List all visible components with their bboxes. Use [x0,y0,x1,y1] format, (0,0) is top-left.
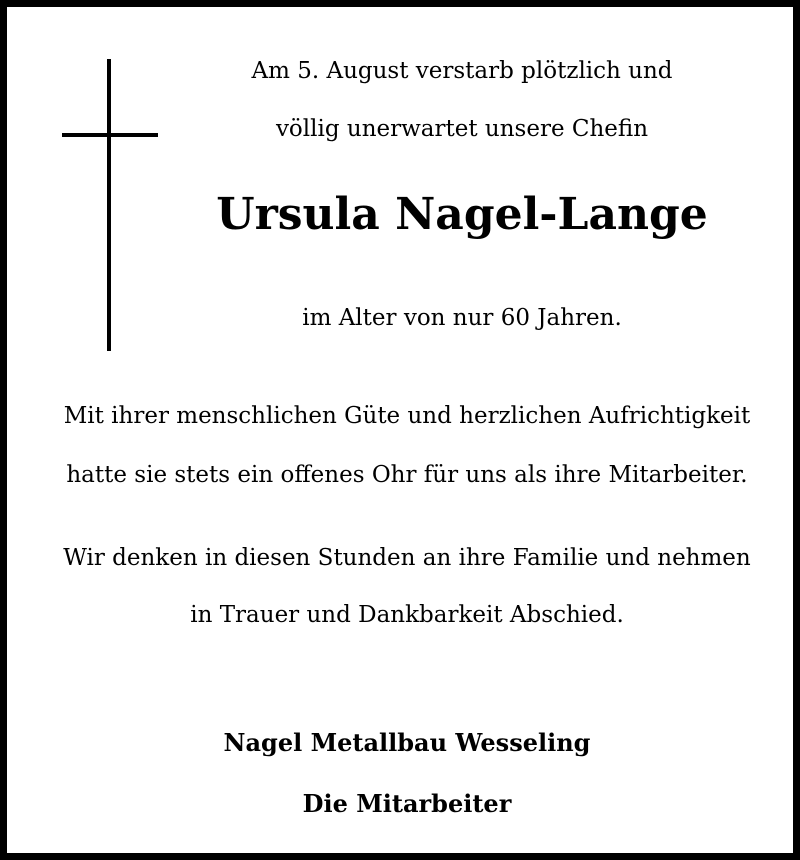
signature-company: Nagel Metallbau Wesseling [223,728,591,757]
cross-horizontal-bar [62,133,158,137]
tribute-line-2: hatte sie stets ein offenes Ohr für uns als ihre Mitarbeiter. [66,462,748,488]
farewell-line-2: in Trauer und Dankbarkeit Abschied. [190,602,624,628]
farewell-line-1: Wir denken in diesen Stunden an ihre Familie und nehmen [63,545,751,571]
cross-vertical-bar [107,59,111,351]
intro-line-1: Am 5. August verstarb plötzlich und [251,58,673,84]
tribute-line-1: Mit ihrer menschlichen Güte und herzlichen Aufrichtigkeit [63,403,751,429]
intro-line-2: völlig unerwartet unsere Chefin [275,116,649,142]
signature-staff: Die Mitarbeiter [302,789,512,818]
age-line: im Alter von nur 60 Jahren. [302,305,622,331]
deceased-name: Ursula Nagel-Lange [216,189,708,240]
